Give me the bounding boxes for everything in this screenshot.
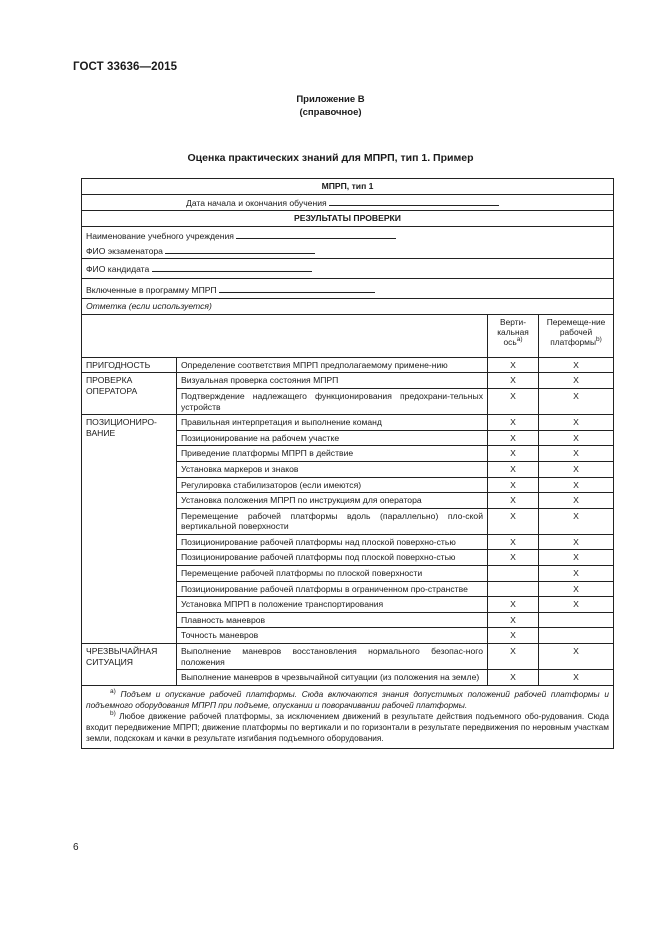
table-row — [82, 373, 614, 389]
vertical-axis-mark — [488, 581, 539, 597]
criterion-cell: Перемещение рабочей платформы по плоской поверхности — [177, 566, 488, 582]
footnote-a-mark: a) — [110, 688, 116, 696]
footnote-b-mark: b) — [110, 710, 116, 718]
assessment-table — [81, 178, 614, 749]
platform-move-mark: X — [539, 597, 614, 613]
appendix-heading — [0, 93, 661, 119]
vertical-axis-mark: X — [488, 477, 539, 493]
document-title: Оценка практических знаний для МПРП, тип 1. Пример — [187, 152, 474, 164]
vertical-axis-mark: X — [488, 508, 539, 534]
footnotes-cell — [82, 685, 614, 748]
dates-row — [82, 194, 614, 211]
candidate-row — [82, 258, 614, 278]
criterion-cell: Перемещение рабочей платформы вдоль (параллельно) пло-ской вертикальной поверхности — [177, 508, 488, 534]
criterion-cell: Позиционирование рабочей платформы в ограниченном про-странстве — [177, 581, 488, 597]
institution-label: Наименование учебного учреждения — [86, 230, 234, 241]
platform-move-mark: X — [539, 388, 614, 414]
institution-field-line[interactable] — [236, 230, 396, 239]
vertical-axis-mark: X — [488, 670, 539, 686]
platform-move-mark: X — [539, 508, 614, 534]
criterion-cell: Регулировка стабилизаторов (если имеются) — [177, 477, 488, 493]
criterion-cell: Установка маркеров и знаков — [177, 461, 488, 477]
vertical-axis-mark: X — [488, 357, 539, 373]
table-row — [82, 415, 614, 431]
candidate-field-line[interactable] — [152, 263, 312, 272]
vertical-axis-mark: X — [488, 373, 539, 389]
criterion-cell: Определение соответствия МПРП предполагаемому примене-нию — [177, 357, 488, 373]
criterion-cell: Приведение платформы МПРП в действие — [177, 446, 488, 462]
platform-move-note: b) — [595, 335, 602, 343]
vertical-axis-header — [488, 314, 539, 357]
vertical-axis-mark: X — [488, 612, 539, 628]
criterion-cell: Плавность маневров — [177, 612, 488, 628]
footnote-a — [86, 689, 609, 711]
examiner-row — [86, 245, 609, 257]
criterion-cell: Выполнение маневров восстановления нормального безопас-ного положения — [177, 644, 488, 670]
vertical-axis-mark: X — [488, 534, 539, 550]
vertical-axis-mark: X — [488, 461, 539, 477]
candidate-label: ФИО кандидата — [86, 263, 150, 274]
type-title-cell: МПРП, тип 1 — [82, 179, 614, 195]
institution-examiner-cell — [82, 226, 614, 258]
criterion-cell: Позиционирование рабочей платформы над плоской поверхно-стью — [177, 534, 488, 550]
criterion-cell: Установка МПРП в положение транспортирования — [177, 597, 488, 613]
criterion-cell: Установка положения МПРП по инструкциям для оператора — [177, 493, 488, 509]
platform-move-mark: X — [539, 581, 614, 597]
platform-move-mark: X — [539, 461, 614, 477]
criterion-cell: Подтверждение надлежащего функционирования предохрани-тельных устройств — [177, 388, 488, 414]
footnote-b-text: Любое движение рабочей платформы, за исключением движений в результате действия подъемного обо-рудования. Сюда входит передвижение МПРП; движение платформы по вертикали и по горизонтали в результате передвижения по неровным участкам земли, подскокам и качки в результате изгибания подъемного оборудования. — [86, 710, 610, 743]
header-blank-cell — [82, 314, 488, 357]
table-row — [82, 357, 614, 373]
vertical-axis-mark: X — [488, 430, 539, 446]
vertical-axis-note: a) — [516, 335, 523, 343]
standard-designation: ГОСТ 33636—2015 — [73, 61, 178, 73]
footnote-b — [86, 711, 609, 744]
criterion-cell: Позиционирование рабочей платформы под плоской поверхно-стью — [177, 550, 488, 566]
platform-move-mark: X — [539, 477, 614, 493]
vertical-axis-label: Верти-кальная ось — [497, 316, 529, 347]
criterion-cell: Визуальная проверка состояния МПРП — [177, 373, 488, 389]
results-title-cell: РЕЗУЛЬТАТЫ ПРОВЕРКИ — [82, 211, 614, 227]
examiner-field-line[interactable] — [165, 245, 315, 254]
platform-move-mark: X — [539, 566, 614, 582]
vertical-axis-mark: X — [488, 550, 539, 566]
platform-move-mark: X — [539, 534, 614, 550]
vertical-axis-mark: X — [488, 415, 539, 431]
vertical-axis-mark: X — [488, 446, 539, 462]
table-row — [82, 644, 614, 670]
mark-row: Отметка (если используется) — [82, 299, 614, 315]
platform-move-mark — [539, 628, 614, 644]
vertical-axis-mark — [488, 566, 539, 582]
vertical-axis-mark: X — [488, 493, 539, 509]
dates-label: Дата начала и окончания обучения — [186, 197, 327, 208]
criterion-cell: Выполнение маневров в чрезвычайной ситуации (из положения на земле) — [177, 670, 488, 686]
criterion-cell: Точность маневров — [177, 628, 488, 644]
platform-move-mark: X — [539, 373, 614, 389]
vertical-axis-mark: X — [488, 628, 539, 644]
platform-move-mark: X — [539, 493, 614, 509]
criterion-cell: Правильная интерпретация и выполнение команд — [177, 415, 488, 431]
platform-move-mark: X — [539, 430, 614, 446]
platform-move-label: Перемеще-ние рабочей платформы — [546, 316, 606, 347]
group-name-cell: ПРИГОДНОСТЬ — [82, 357, 177, 373]
group-name-cell: ПРОВЕРКА ОПЕРАТОРА — [82, 373, 177, 415]
platform-move-mark: X — [539, 550, 614, 566]
criterion-cell: Позиционирование на рабочем участке — [177, 430, 488, 446]
program-field-line[interactable] — [219, 284, 375, 293]
appendix-subtitle: (справочное) — [299, 107, 362, 118]
platform-move-mark: X — [539, 415, 614, 431]
dates-field-line[interactable] — [329, 197, 499, 206]
program-row — [82, 278, 614, 299]
group-name-cell: ЧРЕЗВЫЧАЙНАЯ СИТУАЦИЯ — [82, 644, 177, 686]
platform-move-header — [539, 314, 614, 357]
platform-move-mark: X — [539, 670, 614, 686]
footnote-a-text: Подъем и опускание рабочей платформы. Сюда включаются знания допустимых положений рабочей платформы и подъемного оборудования МПРП при подъеме, опускании и поворачивании рабочей платформы. — [86, 688, 609, 710]
vertical-axis-mark: X — [488, 597, 539, 613]
group-name-cell: ПОЗИЦИОНИРО-ВАНИЕ — [82, 415, 177, 644]
platform-move-mark — [539, 612, 614, 628]
vertical-axis-mark: X — [488, 644, 539, 670]
platform-move-mark: X — [539, 644, 614, 670]
vertical-axis-mark: X — [488, 388, 539, 414]
platform-move-mark: X — [539, 357, 614, 373]
platform-move-mark: X — [539, 446, 614, 462]
examiner-label: ФИО экзаменатора — [86, 246, 163, 257]
program-label: Включенные в программу МПРП — [86, 284, 217, 295]
page-number: 6 — [73, 842, 79, 853]
institution-row — [86, 230, 609, 242]
appendix-title: Приложение В — [296, 94, 365, 105]
